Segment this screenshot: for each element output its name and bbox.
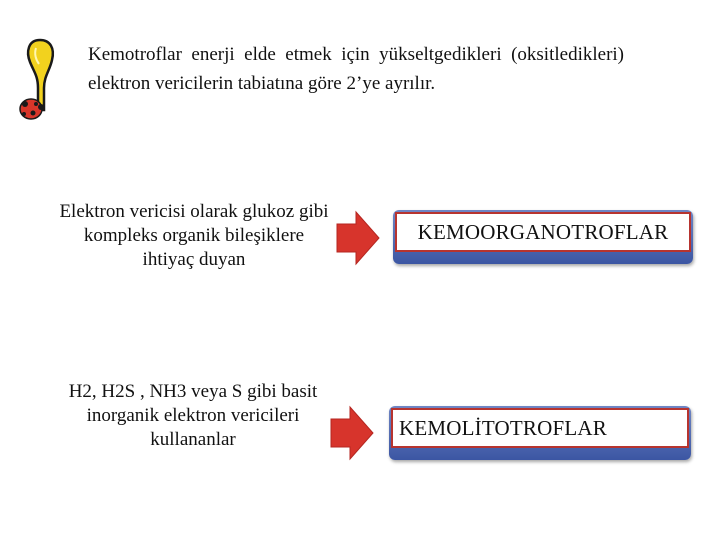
kemoorganotroflar-label: KEMOORGANOTROFLAR <box>395 212 691 252</box>
arrow-right-icon <box>336 210 380 266</box>
organic-donor-description: Elektron vericisi olarak glukoz gibi kompleks organik bileşiklere ihtiyaç duyan <box>59 201 329 270</box>
kemolitotroflar-label: KEMOLİTOTROFLAR <box>391 408 689 448</box>
intro-text: Kemotroflar enerji elde etmek için yükseltgedikleri (oksitledikleri) elektron vericilerin tabiatına göre 2’ye ayrılır. <box>88 44 624 94</box>
inorganic-donor-description: H2, H2S , NH3 veya S gibi basit inorganik elektron vericileri kullananlar <box>68 381 318 450</box>
kemoorganotroflar-box <box>393 210 693 264</box>
arrow-right-icon <box>330 405 374 461</box>
lightbulb-ladybug-icon <box>14 36 64 126</box>
kemolitotroflar-box <box>389 406 691 460</box>
